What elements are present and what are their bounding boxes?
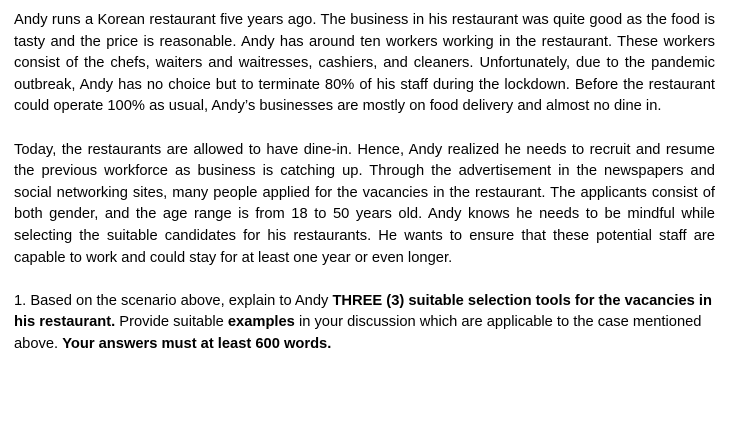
question-text (14, 291, 715, 356)
question-mid-2: in your discussion which are applicable to the case mentioned above. (14, 314, 702, 352)
question-emphasis-word-count: Your answers must at least 600 words. (62, 335, 332, 352)
question-intro: 1. Based on the scenario above, explain to Andy (14, 292, 333, 309)
scenario-paragraph-2: Today, the restaurants are allowed to have dine-in. Hence, Andy realized he needs to recruit and resume the previous workforce as business is catching up. Through the advertisement in the newspapers and social networking sites, many people applied for the vacancies in the restaurant. The applicants consist of both gender, and the age range is from 18 to 50 years old. Andy knows he needs to be mindful while selecting the suitable candidates for his restaurants. He wants to ensure that these potential staff are capable to work and could stay for at least one year or even longer. (14, 141, 715, 266)
question-emphasis-examples: examples (227, 314, 295, 331)
question-emphasis-tools: THREE (3) suitable selection tools for the vacancies in his restaurant. (14, 292, 712, 331)
scenario-paragraph-1: Andy runs a Korean restaurant five years ago. The business in his restaurant was quite good as the food is tasty and the price is reasonable. Andy has around ten workers working in the restaurant. These workers consist of the chefs, waiters and waitresses, cashiers, and cleaners. Unfortunately, due to the pandemic outbreak, Andy has no choice but to terminate 80% of his staff during the lockdown. Before the restaurant could operate 100% as usual, Andy’s businesses are mostly on food delivery and almost no dine in. (14, 12, 715, 115)
question-mid-1: Provide suitable (115, 314, 228, 331)
